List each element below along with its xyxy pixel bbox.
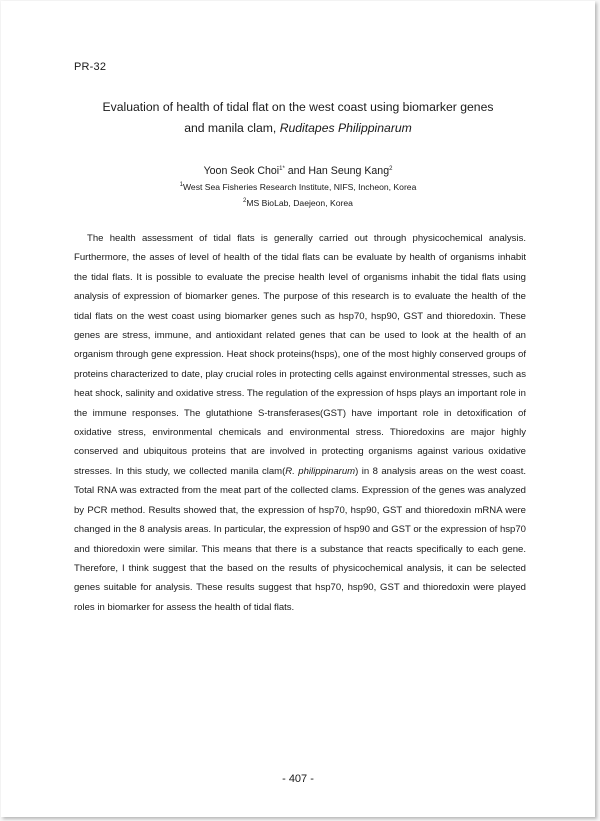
affiliation-1 [41,182,555,192]
abstract-species-name: R. philippinarum [285,465,356,477]
affiliation-2 [41,198,555,208]
affiliation-1-text: West Sea Fisheries Research Institute, NIFS, Incheon, Korea [182,182,417,192]
page-number: - 407 - [282,773,314,785]
affiliation-1-mark: 1 [179,182,183,188]
abstract-text-part-2: ) in 8 analysis areas on the west coast. Total RNA was extracted from the meat part of the collected clams. Expression of the genes was analyzed by PCR method. Results showed that, the expression of hsp70, hsp90, GST and thioredoxin mRNA were changed in the 8 analysis areas. In particular, the expression of hsp90 and GST or the expression of hsp70 and thioredoxin were similar. This means that there is a substance that reacts specifically to each gene. Therefore, I think suggest that the based on the results of physicochemical analysis, it can be selected genes suitable for analysis. These results suggest that hsp70, hsp90, GST and thioredoxin were played roles in biomarker for assess the health of tidal flats. [74,465,527,613]
author-2: and Han Seung Kang [284,165,390,177]
abstract-text-part-1: The health assessment of tidal flats is generally carried out through physicochemical analysis. Furthermore, the asses of level of health of the tidal flats can be evaluate by health of organisms inhabit the tidal flats. It is possible to evaluate the precise health level of organisms inhabit the tidal flats using analysis of expression of biomarker genes. The purpose of this research is to evaluate the health of the tidal flats on the west coast using biomarker genes such as hsp70, hsp90, GST and thioredoxin. These genes are stress, immune, and antioxidant related genes that can be used to look at the health of an organism through gene expression. Heat shock proteins(hsps), one of the most highly conserved groups of proteins characterized to date, play crucial roles in protecting cells against environmental stresses, such as heat shock, salinity and oxidative stress. The regulation of the expression of hsps plays an important role in the immune responses. The glutathione S-transferases(GST) have important role in detoxification of oxidative stress, environmental chemicals and environmental stress. Thioredoxins are major highly conserved and ubiquitous proteins that are involved in protecting organisms against various oxidative stresses. In this study, we collected manila clam( [74,233,526,477]
author-2-affiliation-mark: 2 [389,166,393,172]
title-line-1: Evaluation of health of tidal flat on the west coast using biomarker genes [102,100,494,114]
author-1: Yoon Seok Choi [203,165,280,177]
title-line-2 [41,118,555,139]
abstract-body [74,229,526,617]
author-1-affiliation-mark: 1* [279,166,285,172]
title-line-2-prefix: and manila clam, [184,121,280,135]
title-species: Ruditapes Philippinarum [279,121,412,135]
document-page [1,1,595,817]
author-list [41,165,555,177]
affiliation-2-mark: 2 [243,198,247,204]
abstract-code: PR-32 [74,61,107,73]
affiliation-2-text: MS BioLab, Daejeon, Korea [246,198,353,208]
paper-title [41,97,555,139]
